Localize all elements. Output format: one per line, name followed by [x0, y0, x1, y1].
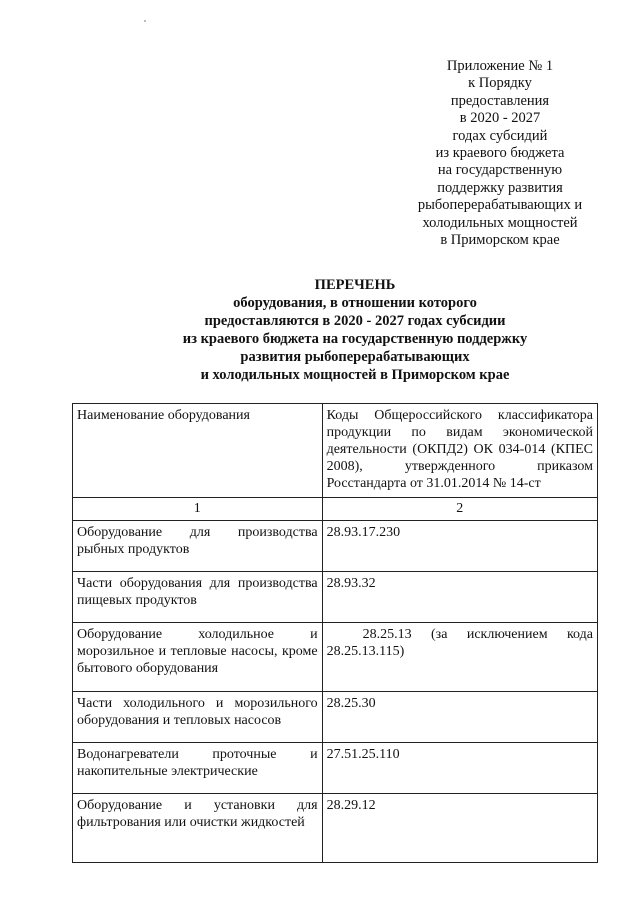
- equipment-name: Оборудование холодильное и морозильное и тепловые насосы, кроме бытового оборудования: [73, 623, 323, 692]
- appendix-line: годах субсидий: [452, 127, 548, 144]
- appendix-line: предоставления: [450, 92, 550, 109]
- header-code-text: Коды Общероссийского классификатора продукции по видам экономической деятельности (ОКПД2) ОК 034-014 (КПЕС 2008), утвержденного приказом Росстандарта от 31.01.2014 № 14-ст: [326, 408, 593, 491]
- title-line: и холодильных мощностей в Приморском крае: [200, 367, 510, 383]
- table-row: [73, 623, 598, 692]
- equipment-name: Водонагреватели проточные и накопительные электрические: [73, 743, 323, 794]
- title-line: из краевого бюджета на государственную поддержку: [182, 331, 528, 347]
- equipment-name: Оборудование и установки для фильтрования или очистки жидкостей: [73, 794, 323, 863]
- appendix-line: из краевого бюджета: [435, 145, 565, 162]
- okpd2-code: 28.25.13 (за исключением кода 28.25.13.115): [322, 623, 597, 692]
- okpd2-code: 28.93.32: [322, 572, 597, 623]
- header-name-text: Наименование оборудования: [77, 408, 250, 423]
- table-row: [73, 743, 598, 794]
- equipment-table: [72, 403, 598, 863]
- column-number-2: 2: [322, 498, 597, 521]
- appendix-line: к Порядку: [468, 75, 532, 92]
- table-row: [73, 572, 598, 623]
- column-number-row: [73, 498, 598, 521]
- table-row: [73, 521, 598, 572]
- title-line: оборудования, в отношении которого: [233, 295, 477, 311]
- header-cell-code: [322, 404, 597, 498]
- okpd2-code: 28.93.17.230: [322, 521, 597, 572]
- appendix-line: в Приморском крае: [440, 232, 560, 249]
- appendix-line: рыбоперерабатывающих и: [417, 197, 583, 214]
- okpd2-code: 28.25.30: [322, 692, 597, 743]
- title-line: предоставляются в 2020 - 2027 годах субсидии: [204, 313, 506, 329]
- appendix-line: Приложение № 1: [446, 58, 554, 74]
- equipment-name: Части оборудования для производства пищевых продуктов: [73, 572, 323, 623]
- appendix-note: [380, 58, 620, 249]
- okpd2-code: 28.29.12: [322, 794, 597, 863]
- okpd2-code: 27.51.25.110: [322, 743, 597, 794]
- scan-speck: [144, 20, 146, 22]
- table-header-row: [73, 404, 598, 498]
- table-row: [73, 692, 598, 743]
- column-number-1: 1: [73, 498, 323, 521]
- document-title: [80, 276, 630, 384]
- header-cell-name: [73, 404, 323, 498]
- appendix-line: на государственную: [437, 162, 563, 179]
- appendix-line: поддержку развития: [437, 179, 563, 196]
- equipment-name: Оборудование для производства рыбных продуктов: [73, 521, 323, 572]
- title-line: развития рыбоперерабатывающих: [240, 349, 470, 365]
- title-heading: ПЕРЕЧЕНЬ: [314, 277, 396, 293]
- appendix-line: холодильных мощностей: [422, 214, 578, 231]
- equipment-name: Части холодильного и морозильного оборудования и тепловых насосов: [73, 692, 323, 743]
- table-row: [73, 794, 598, 863]
- appendix-line: в 2020 - 2027: [459, 110, 541, 127]
